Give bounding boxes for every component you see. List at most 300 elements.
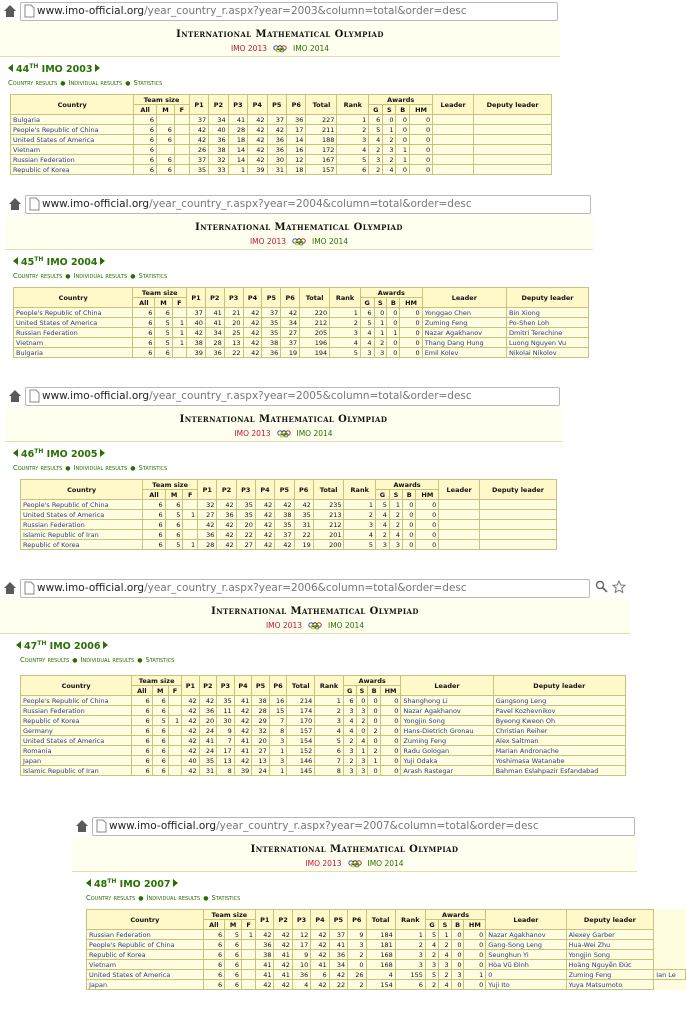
home-icon[interactable] xyxy=(8,389,22,403)
site-header xyxy=(5,215,593,250)
cell-leader[interactable] xyxy=(439,510,480,520)
prev-year-arrow-icon[interactable] xyxy=(86,879,91,887)
cell-deputy-leader[interactable]: Po-Shen Loh xyxy=(506,318,588,328)
header-col-p6[interactable]: P6 xyxy=(294,480,313,500)
cell-gold: 6 xyxy=(343,696,356,706)
cell-country[interactable]: Russian Federation xyxy=(21,520,143,530)
header-col-gold: G xyxy=(425,920,438,930)
cell-leader[interactable]: Nazar Agakhanov xyxy=(486,930,566,940)
prev-imo-link[interactable]: IMO 2013 xyxy=(305,859,342,868)
cell-country[interactable]: Romania xyxy=(21,746,132,756)
cell-leader[interactable]: Yuji Odaka xyxy=(401,756,493,766)
cell-deputy-leader[interactable] xyxy=(480,500,557,510)
cell-leader[interactable]: Thang Dang Hung xyxy=(422,338,506,348)
header-col-p3[interactable]: P3 xyxy=(228,95,247,115)
cell-rank: 7 xyxy=(315,756,344,766)
cell-leader[interactable]: Zuming Feng xyxy=(401,736,493,746)
statistics-link[interactable]: Statistics xyxy=(138,464,168,472)
cell-team-f: 1 xyxy=(172,318,186,328)
cell-deputy-leader[interactable] xyxy=(474,135,552,145)
cell-team-all: 6 xyxy=(132,696,152,706)
cell-p4: 42 xyxy=(311,940,329,950)
individual-results-link[interactable]: Individual results xyxy=(73,464,128,472)
header-col-team-m: M xyxy=(155,298,172,308)
next-imo-link[interactable]: IMO 2014 xyxy=(293,44,330,53)
header-col-rank[interactable]: Rank xyxy=(395,910,425,930)
cell-p3: 36 xyxy=(292,970,310,980)
cell-p3: 14 xyxy=(228,155,247,165)
header-col-awards: Awards xyxy=(425,910,485,920)
cell-leader[interactable]: Nazar Agakhanov xyxy=(422,328,506,338)
cell-rank: 8 xyxy=(315,766,344,776)
cell-deputy-leader[interactable]: Hoàng Nguyễn Đức xyxy=(566,960,654,970)
cell-deputy-leader[interactable]: Luong Nguyen Vu xyxy=(506,338,588,348)
header-col-p6[interactable]: P6 xyxy=(281,288,300,308)
header-col-p1[interactable]: P1 xyxy=(256,910,274,930)
cell-leader[interactable]: Seunghun Yi xyxy=(486,950,566,960)
header-col-p2[interactable]: P2 xyxy=(217,480,236,500)
cell-team-m: 6 xyxy=(165,520,183,530)
cell-p2: 41 xyxy=(274,950,292,960)
cell-total: 168 xyxy=(366,950,395,960)
cell-leader[interactable] xyxy=(439,530,480,540)
cell-leader[interactable] xyxy=(433,115,474,125)
url-field[interactable] xyxy=(92,817,635,836)
cell-p4: 42 xyxy=(234,706,252,716)
cell-leader[interactable] xyxy=(433,165,474,175)
cell-leader[interactable]: Gang-Song Leng xyxy=(486,940,566,950)
cell-p6: 19 xyxy=(281,348,300,358)
cell-p2: 38 xyxy=(209,145,228,155)
cell-bronze: 0 xyxy=(368,716,380,726)
cell-p6: 1 xyxy=(269,766,287,776)
home-icon[interactable] xyxy=(3,4,17,18)
cell-country[interactable]: People's Republic of China xyxy=(21,696,132,706)
cell-p5: 27 xyxy=(252,746,270,756)
cell-p6: 15 xyxy=(269,706,287,716)
cell-p3: 18 xyxy=(228,135,247,145)
header-col-bronze: B xyxy=(387,298,400,308)
header-col-p3[interactable]: P3 xyxy=(224,288,243,308)
header-col-p3[interactable]: P3 xyxy=(217,676,235,696)
cell-deputy-leader[interactable]: Christian Reiher xyxy=(493,726,625,736)
header-col-total[interactable]: Total xyxy=(287,676,315,696)
cell-deputy-leader[interactable] xyxy=(474,115,552,125)
cell-leader[interactable]: Radu Gologan xyxy=(401,746,493,756)
page-icon xyxy=(24,582,34,594)
header-col-team-all: All xyxy=(132,686,152,696)
cell-team-f xyxy=(183,520,198,530)
next-year-arrow-icon[interactable] xyxy=(173,879,178,887)
header-col-p2[interactable]: P2 xyxy=(205,288,224,308)
table-row xyxy=(21,510,557,520)
header-col-country[interactable]: Country xyxy=(21,676,132,696)
cell-gold: 4 xyxy=(375,510,389,520)
cell-country[interactable]: Islamic Republic of Iran xyxy=(21,530,143,540)
cell-country[interactable]: Republic of Korea xyxy=(21,540,143,550)
cell-p2: 34 xyxy=(209,115,228,125)
cell-p1: 38 xyxy=(256,950,274,960)
header-col-deputy: Deputy leader xyxy=(493,676,625,696)
header-col-rank[interactable]: Rank xyxy=(337,95,369,115)
cell-team-m: 6 xyxy=(152,696,168,706)
cell-deputy-leader[interactable]: Yuya Matsumoto xyxy=(566,980,654,990)
cell-team-all: 6 xyxy=(132,766,152,776)
cell-deputy-leader[interactable]: Marian Andronache xyxy=(493,746,625,756)
country-results-link[interactable]: Country results xyxy=(13,464,63,472)
cell-total: 168 xyxy=(366,960,395,970)
cell-leader[interactable] xyxy=(439,520,480,530)
url-field[interactable] xyxy=(20,2,558,21)
header-col-p2[interactable]: P2 xyxy=(209,95,228,115)
header-col-p5[interactable]: P5 xyxy=(267,95,286,115)
country-results-link[interactable]: Country results xyxy=(20,656,70,664)
table-row xyxy=(21,500,557,510)
individual-results-link[interactable]: Individual results xyxy=(73,272,128,280)
cell-team-all: 6 xyxy=(203,930,224,940)
cell-team-m: 6 xyxy=(225,960,242,970)
cell-p2: 24 xyxy=(199,746,217,756)
page-icon xyxy=(29,390,39,402)
header-col-total[interactable]: Total xyxy=(366,910,395,930)
home-icon[interactable] xyxy=(3,581,17,595)
cell-p6: 19 xyxy=(294,540,313,550)
cell-silver: 3 xyxy=(356,756,368,766)
cell-leader[interactable] xyxy=(433,125,474,135)
cell-total: 174 xyxy=(287,706,315,716)
cell-deputy-leader[interactable] xyxy=(480,520,557,530)
cell-team-f xyxy=(242,960,256,970)
cell-bronze: 0 xyxy=(396,115,410,125)
cell-team-m: 6 xyxy=(157,155,175,165)
prev-year-arrow-icon[interactable] xyxy=(16,641,21,649)
cell-deputy-leader[interactable]: Dmitri Terechine xyxy=(506,328,588,338)
home-icon[interactable] xyxy=(8,197,22,211)
cell-country[interactable]: Russian Federation xyxy=(11,155,134,165)
cell-country[interactable]: United States of America xyxy=(21,736,132,746)
cell-deputy-leader[interactable]: Pavel Kozhevnikov xyxy=(493,706,625,716)
cell-p4: 39 xyxy=(248,165,267,175)
cell-leader[interactable] xyxy=(439,500,480,510)
cell-p5: 13 xyxy=(252,756,270,766)
cell-deputy-leader[interactable] xyxy=(474,155,552,165)
header-col-country[interactable]: Country xyxy=(11,95,134,115)
cell-deputy-leader[interactable] xyxy=(480,540,557,550)
prev-year-arrow-icon[interactable] xyxy=(8,64,13,72)
statistics-link[interactable]: Statistics xyxy=(145,656,175,664)
cell-country[interactable]: United States of America xyxy=(11,135,134,145)
next-imo-link[interactable]: IMO 2014 xyxy=(312,237,349,246)
cell-leader[interactable]: Yuji Ito xyxy=(486,980,566,990)
cell-p4: 39 xyxy=(234,766,252,776)
next-imo-link[interactable]: IMO 2014 xyxy=(296,429,333,438)
cell-gold: 4 xyxy=(375,520,389,530)
header-col-p6[interactable]: P6 xyxy=(269,676,287,696)
header-col-team-f: F xyxy=(172,298,186,308)
cell-team-m: 6 xyxy=(157,135,175,145)
header-col-p4[interactable]: P4 xyxy=(243,288,262,308)
header-col-p3[interactable]: P3 xyxy=(292,910,310,930)
cell-leader[interactable]: Emil Kolev xyxy=(422,348,506,358)
site-title: International Mathematical Olympiad xyxy=(179,414,388,425)
cell-country[interactable]: Republic of Korea xyxy=(87,950,204,960)
cell-p1: 42 xyxy=(182,696,200,706)
cell-bronze: 1 xyxy=(368,756,380,766)
header-col-p5[interactable]: P5 xyxy=(329,910,347,930)
cell-deputy-leader[interactable]: Nikolai Nikolov xyxy=(506,348,588,358)
cell-p4: 41 xyxy=(234,746,252,756)
cell-deputy-leader[interactable]: Bahman Eslahpazir Esfandabad xyxy=(493,766,625,776)
header-col-total[interactable]: Total xyxy=(300,288,330,308)
cell-country[interactable]: Vietnam xyxy=(14,338,133,348)
next-imo-link[interactable]: IMO 2014 xyxy=(328,621,365,630)
cell-deputy-leader[interactable] xyxy=(474,145,552,155)
cell-leader[interactable]: 0 xyxy=(486,970,566,980)
cell-leader[interactable] xyxy=(433,145,474,155)
cell-hm: 0 xyxy=(380,696,401,706)
cell-deputy-leader[interactable] xyxy=(480,530,557,540)
header-col-p1[interactable]: P1 xyxy=(189,95,208,115)
cell-team-f xyxy=(172,348,186,358)
cell-silver: 4 xyxy=(439,950,451,960)
cell-bronze: 1 xyxy=(387,328,400,338)
cell-country[interactable]: United States of America xyxy=(21,510,143,520)
cell-leader[interactable]: Yongjin Song xyxy=(401,716,493,726)
cell-country[interactable]: People's Republic of China xyxy=(87,940,204,950)
cell-p6: 8 xyxy=(269,726,287,736)
cell-country[interactable]: People's Republic of China xyxy=(11,125,134,135)
cell-leader[interactable]: Shanghong Li xyxy=(401,696,493,706)
prev-imo-link[interactable]: IMO 2013 xyxy=(249,237,286,246)
bookmark-star-icon[interactable] xyxy=(612,580,626,594)
country-results-link[interactable]: Country results xyxy=(86,894,136,902)
cell-p3: 10 xyxy=(292,960,310,970)
cell-hm: 0 xyxy=(380,756,401,766)
cell-deputy-leader[interactable]: Byeong Kweon Oh xyxy=(493,716,625,726)
cell-team-m: 6 xyxy=(152,746,168,756)
cell-p5: 37 xyxy=(275,530,294,540)
cell-p5: 37 xyxy=(329,930,347,940)
table-row xyxy=(87,930,686,940)
statistics-link[interactable]: Statistics xyxy=(138,272,168,280)
cell-deputy-leader[interactable]: Alexey Garber xyxy=(566,930,654,940)
cell-p1: 41 xyxy=(256,970,274,980)
cell-deputy-leader[interactable] xyxy=(474,125,552,135)
cell-p1: 42 xyxy=(189,135,208,145)
header-col-p2[interactable]: P2 xyxy=(274,910,292,930)
cell-extra-18[interactable]: Ian Le xyxy=(654,970,686,980)
header-col-country[interactable]: Country xyxy=(21,480,143,500)
table-row xyxy=(87,980,686,990)
cell-bronze: 0 xyxy=(402,510,415,520)
results-table xyxy=(86,909,686,990)
header-col-hm: HM xyxy=(416,490,439,500)
home-icon[interactable] xyxy=(75,819,89,833)
header-col-deputy: Deputy leader xyxy=(506,288,588,308)
cell-country[interactable]: Russian Federation xyxy=(87,930,204,940)
cell-deputy-leader[interactable]: Alex Saltman xyxy=(493,736,625,746)
cell-leader[interactable] xyxy=(433,135,474,145)
cell-country[interactable]: Germany xyxy=(21,726,132,736)
cell-rank: 4 xyxy=(315,726,344,736)
header-col-hm: HM xyxy=(400,298,422,308)
table-row xyxy=(21,696,626,706)
cell-p3: 14 xyxy=(228,145,247,155)
cell-country[interactable]: Japan xyxy=(87,980,204,990)
next-year-arrow-icon[interactable] xyxy=(100,449,105,457)
individual-results-link[interactable]: Individual results xyxy=(80,656,135,664)
cell-deputy-leader[interactable]: Yoshimasa Watanabe xyxy=(493,756,625,766)
header-col-p5[interactable]: P5 xyxy=(252,676,270,696)
header-col-p1[interactable]: P1 xyxy=(182,676,200,696)
header-col-deputy: Deputy leader xyxy=(480,480,557,500)
header-col-team-f: F xyxy=(174,105,189,115)
search-icon[interactable] xyxy=(595,580,608,593)
url-field[interactable] xyxy=(25,195,591,214)
header-col-p6[interactable]: P6 xyxy=(348,910,366,930)
cell-country[interactable]: Republic of Korea xyxy=(11,165,134,175)
cell-p5: 36 xyxy=(267,145,286,155)
cell-deputy-leader[interactable] xyxy=(474,165,552,175)
cell-country[interactable]: United States of America xyxy=(87,970,204,980)
individual-results-link[interactable]: Individual results xyxy=(146,894,201,902)
header-col-p4[interactable]: P4 xyxy=(248,95,267,115)
cell-total: 213 xyxy=(313,510,344,520)
cell-p4: 42 xyxy=(255,530,274,540)
prev-year-arrow-icon[interactable] xyxy=(13,449,18,457)
cell-leader[interactable] xyxy=(439,540,480,550)
cell-hm: 0 xyxy=(400,348,422,358)
individual-results-link[interactable]: Individual results xyxy=(68,79,123,87)
cell-country[interactable]: People's Republic of China xyxy=(21,500,143,510)
prev-imo-link[interactable]: IMO 2013 xyxy=(265,621,302,630)
header-col-total[interactable]: Total xyxy=(306,95,337,115)
cell-team-f xyxy=(168,756,181,766)
header-col-rank[interactable]: Rank xyxy=(330,288,361,308)
cell-bronze: 0 xyxy=(451,950,464,960)
header-col-p1[interactable]: P1 xyxy=(187,288,206,308)
cell-country[interactable]: People's Republic of China xyxy=(14,308,133,318)
cell-country[interactable]: Russian Federation xyxy=(21,706,132,716)
cell-rank: 4 xyxy=(330,338,361,348)
statistics-link[interactable]: Statistics xyxy=(133,79,163,87)
next-imo-link[interactable]: IMO 2014 xyxy=(367,859,404,868)
cell-p4: 42 xyxy=(311,950,329,960)
cell-total: 194 xyxy=(300,348,330,358)
prev-imo-link[interactable]: IMO 2013 xyxy=(230,44,267,53)
cell-country[interactable]: Bulgaria xyxy=(11,115,134,125)
cell-total: 170 xyxy=(287,716,315,726)
cell-p4: 42 xyxy=(255,500,274,510)
header-col-country[interactable]: Country xyxy=(14,288,133,308)
header-col-rank[interactable]: Rank xyxy=(315,676,344,696)
header-col-gold: G xyxy=(369,105,383,115)
cell-deputy-leader[interactable] xyxy=(480,510,557,520)
cell-country[interactable]: Japan xyxy=(21,756,132,766)
cell-silver: 1 xyxy=(374,318,387,328)
url-field[interactable] xyxy=(25,387,560,406)
cell-deputy-leader[interactable]: Yongjin Song xyxy=(566,950,654,960)
cell-total: 167 xyxy=(306,155,337,165)
cell-country[interactable]: Vietnam xyxy=(87,960,204,970)
cell-p4: 42 xyxy=(248,125,267,135)
cell-leader[interactable]: Yonggao Chen xyxy=(422,308,506,318)
header-col-p4[interactable]: P4 xyxy=(234,676,252,696)
prev-year-arrow-icon[interactable] xyxy=(13,257,18,265)
next-year-arrow-icon[interactable] xyxy=(100,257,105,265)
header-col-p4[interactable]: P4 xyxy=(311,910,329,930)
cell-total: 212 xyxy=(300,318,330,328)
cell-country[interactable]: Republic of Korea xyxy=(21,716,132,726)
sub-navigation: Country results ● Individual results ● Statistics xyxy=(86,894,241,902)
cell-total: 146 xyxy=(287,756,315,766)
cell-p4: 42 xyxy=(243,318,262,328)
cell-p1: 42 xyxy=(256,930,274,940)
next-year-arrow-icon[interactable] xyxy=(103,641,108,649)
cell-leader[interactable]: Hans-Dietrich Gronau xyxy=(401,726,493,736)
next-year-arrow-icon[interactable] xyxy=(95,64,100,72)
cell-p5: 42 xyxy=(275,500,294,510)
header-col-p2[interactable]: P2 xyxy=(199,676,217,696)
header-col-p6[interactable]: P6 xyxy=(287,95,306,115)
cell-p3: 22 xyxy=(236,530,255,540)
results-table xyxy=(20,479,557,550)
cell-leader[interactable]: Zuming Feng xyxy=(422,318,506,328)
cell-country[interactable]: Vietnam xyxy=(11,145,134,155)
header-col-p1[interactable]: P1 xyxy=(198,480,217,500)
cell-leader[interactable] xyxy=(433,155,474,165)
cell-leader[interactable]: Arash Rastegar xyxy=(401,766,493,776)
country-results-link[interactable]: Country results xyxy=(8,79,58,87)
cell-hm: 0 xyxy=(464,950,486,960)
prev-imo-link[interactable]: IMO 2013 xyxy=(234,429,271,438)
cell-deputy-leader[interactable]: Hua-Wei Zhu xyxy=(566,940,654,950)
header-col-silver: S xyxy=(383,105,396,115)
cell-country[interactable]: United States of America xyxy=(14,318,133,328)
cell-bronze: 1 xyxy=(396,155,410,165)
header-col-total[interactable]: Total xyxy=(313,480,344,500)
header-col-rank[interactable]: Rank xyxy=(344,480,375,500)
cell-country[interactable]: Bulgaria xyxy=(14,348,133,358)
cell-gold: 4 xyxy=(360,328,374,338)
cell-deputy-leader[interactable]: Gangsong Leng xyxy=(493,696,625,706)
cell-p2: 34 xyxy=(205,328,224,338)
cell-p3: 20 xyxy=(224,318,243,328)
cell-team-all: 6 xyxy=(143,530,165,540)
cell-country[interactable]: Islamic Republic of Iran xyxy=(21,766,132,776)
header-col-p5[interactable]: P5 xyxy=(275,480,294,500)
screenshot-2004 xyxy=(5,193,593,383)
cell-leader[interactable]: Hòa Vũ Đình xyxy=(486,960,566,970)
cell-leader[interactable]: Nazar Agakhanov xyxy=(401,706,493,716)
header-col-country[interactable]: Country xyxy=(87,910,204,930)
cell-country[interactable]: Russian Federation xyxy=(14,328,133,338)
cell-deputy-leader[interactable]: Bin Xiong xyxy=(506,308,588,318)
cell-rank: 1 xyxy=(337,115,369,125)
header-col-p4[interactable]: P4 xyxy=(255,480,274,500)
cell-gold: 5 xyxy=(425,970,438,980)
cell-deputy-leader[interactable]: Zuming Feng xyxy=(566,970,654,980)
cell-hm: 0 xyxy=(464,980,486,990)
cell-team-m: 6 xyxy=(152,726,168,736)
header-col-p3[interactable]: P3 xyxy=(236,480,255,500)
header-col-p5[interactable]: P5 xyxy=(262,288,281,308)
url-field[interactable] xyxy=(20,579,590,598)
cell-bronze: 0 xyxy=(451,930,464,940)
statistics-link[interactable]: Statistics xyxy=(211,894,241,902)
country-results-link[interactable]: Country results xyxy=(13,272,63,280)
cell-gold: 6 xyxy=(369,115,383,125)
